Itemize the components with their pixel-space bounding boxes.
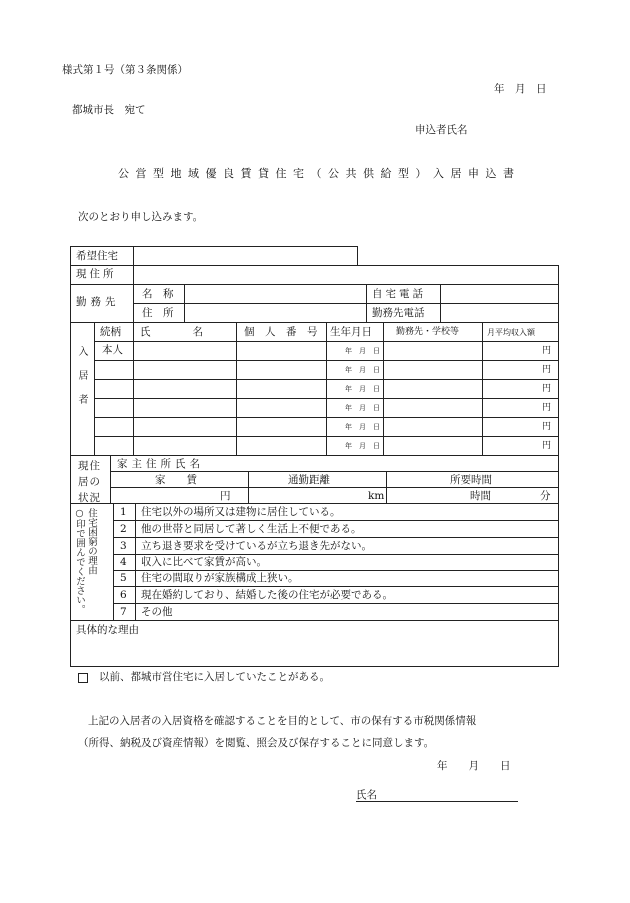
resident-row-yen: 円 xyxy=(542,384,552,394)
hardship-reason: 他の世帯と同居して著しく生活上不便である。 xyxy=(141,523,362,535)
applicant-name-label: 申込者氏名 xyxy=(415,124,468,136)
intro-text: 次のとおり申し込みます。 xyxy=(78,211,204,223)
home-phone-label: 自宅電話 xyxy=(372,288,426,300)
hardship-num: 6 xyxy=(120,589,127,601)
resident-row-date: 年 月 日 xyxy=(345,423,380,431)
commute-time-label: 所要時間 xyxy=(450,474,492,486)
hardship-reason: その他 xyxy=(141,606,173,618)
hardship-num: 2 xyxy=(120,523,127,535)
householder-label: 家主住所氏名 xyxy=(117,458,204,470)
hardship-num: 4 xyxy=(120,556,127,568)
hardship-num: 5 xyxy=(120,572,127,584)
hardship-reason: 現在婚約しており、結婚した後の住宅が必要である。 xyxy=(141,589,393,601)
workplace-name-label: 名 称 xyxy=(142,288,174,300)
specific-reason-label: 具体的な理由 xyxy=(76,624,139,636)
resident-row-relation: 本人 xyxy=(102,344,123,356)
hardship-label: 住宅困窮の理由 xyxy=(86,508,97,575)
consent-line-2: （所得、納税及び資産情報）を閲覧、照会及び保存することに同意します。 xyxy=(78,737,435,749)
residents-label: 入居者 xyxy=(76,346,87,418)
desired-housing-label: 希望住宅 xyxy=(76,250,118,262)
consent-line-1: 上記の入居者の入居資格を確認することを目的として、市の保有する市税関係情報 xyxy=(88,715,477,727)
resident-row-date: 年 月 日 xyxy=(345,366,380,374)
hardship-reason: 住宅の間取りが家族構成上狭い。 xyxy=(141,572,299,584)
current-address-label: 現住所 xyxy=(76,268,117,280)
addressee: 都城市長 宛て xyxy=(72,104,146,116)
current-situation-label: 現住居の状況 xyxy=(78,460,101,504)
resident-row-date: 年 月 日 xyxy=(345,385,380,393)
workplace-address-label: 住 所 xyxy=(142,307,174,319)
commute-distance-label: 通勤距離 xyxy=(288,474,330,486)
monthly-income-header: 月平均収入額 xyxy=(487,328,535,337)
hardship-note: ○印で囲んでください。 xyxy=(74,508,85,614)
rent-label: 家 賃 xyxy=(155,474,197,486)
resident-row-yen: 円 xyxy=(542,346,552,356)
resident-row-date: 年 月 日 xyxy=(345,404,380,412)
hardship-reason: 収入に比べて家賃が高い。 xyxy=(141,556,267,568)
resident-row-yen: 円 xyxy=(542,365,552,375)
resident-row-date: 年 月 日 xyxy=(345,347,380,355)
hardship-num: 7 xyxy=(120,606,127,618)
relation-header: 続柄 xyxy=(100,326,121,338)
id-number-header: 個 人 番 号 xyxy=(244,326,318,338)
previous-resident-checkbox[interactable] xyxy=(78,673,88,683)
distance-km-unit: km xyxy=(368,490,385,502)
hardship-reason: 住宅以外の場所又は建物に居住している。 xyxy=(141,506,341,518)
resident-row-yen: 円 xyxy=(542,403,552,413)
workplace-label: 勤務先 xyxy=(76,296,120,308)
signature-line xyxy=(356,801,518,802)
form-number: 様式第１号（第３条関係） xyxy=(62,64,188,76)
header-date: 年 月 日 xyxy=(494,83,547,95)
signature-name-label: 氏名 xyxy=(356,789,377,801)
work-phone-label: 勤務先電話 xyxy=(372,307,425,319)
birthdate-header: 生年月日 xyxy=(330,326,372,338)
page-title: 公営型地域優良賃貸住宅（公共供給型）入居申込書 xyxy=(118,167,521,180)
resident-row-yen: 円 xyxy=(542,441,552,451)
rent-yen-unit: 円 xyxy=(220,490,231,502)
hours-unit: 時間 xyxy=(470,490,491,502)
minutes-unit: 分 xyxy=(540,490,551,502)
previous-resident-text: 以前、都城市営住宅に入居していたことがある。 xyxy=(99,671,330,683)
hardship-reason: 立ち退き要求を受けているが立ち退き先がない。 xyxy=(141,540,372,552)
resident-row-yen: 円 xyxy=(542,422,552,432)
signature-date: 年 月 日 xyxy=(437,760,511,772)
workplace-school-header: 勤務先・学校等 xyxy=(396,327,460,337)
hardship-num: 1 xyxy=(120,506,127,518)
hardship-num: 3 xyxy=(120,540,127,552)
resident-row-date: 年 月 日 xyxy=(345,442,380,450)
name-header: 氏 名 xyxy=(140,326,203,338)
